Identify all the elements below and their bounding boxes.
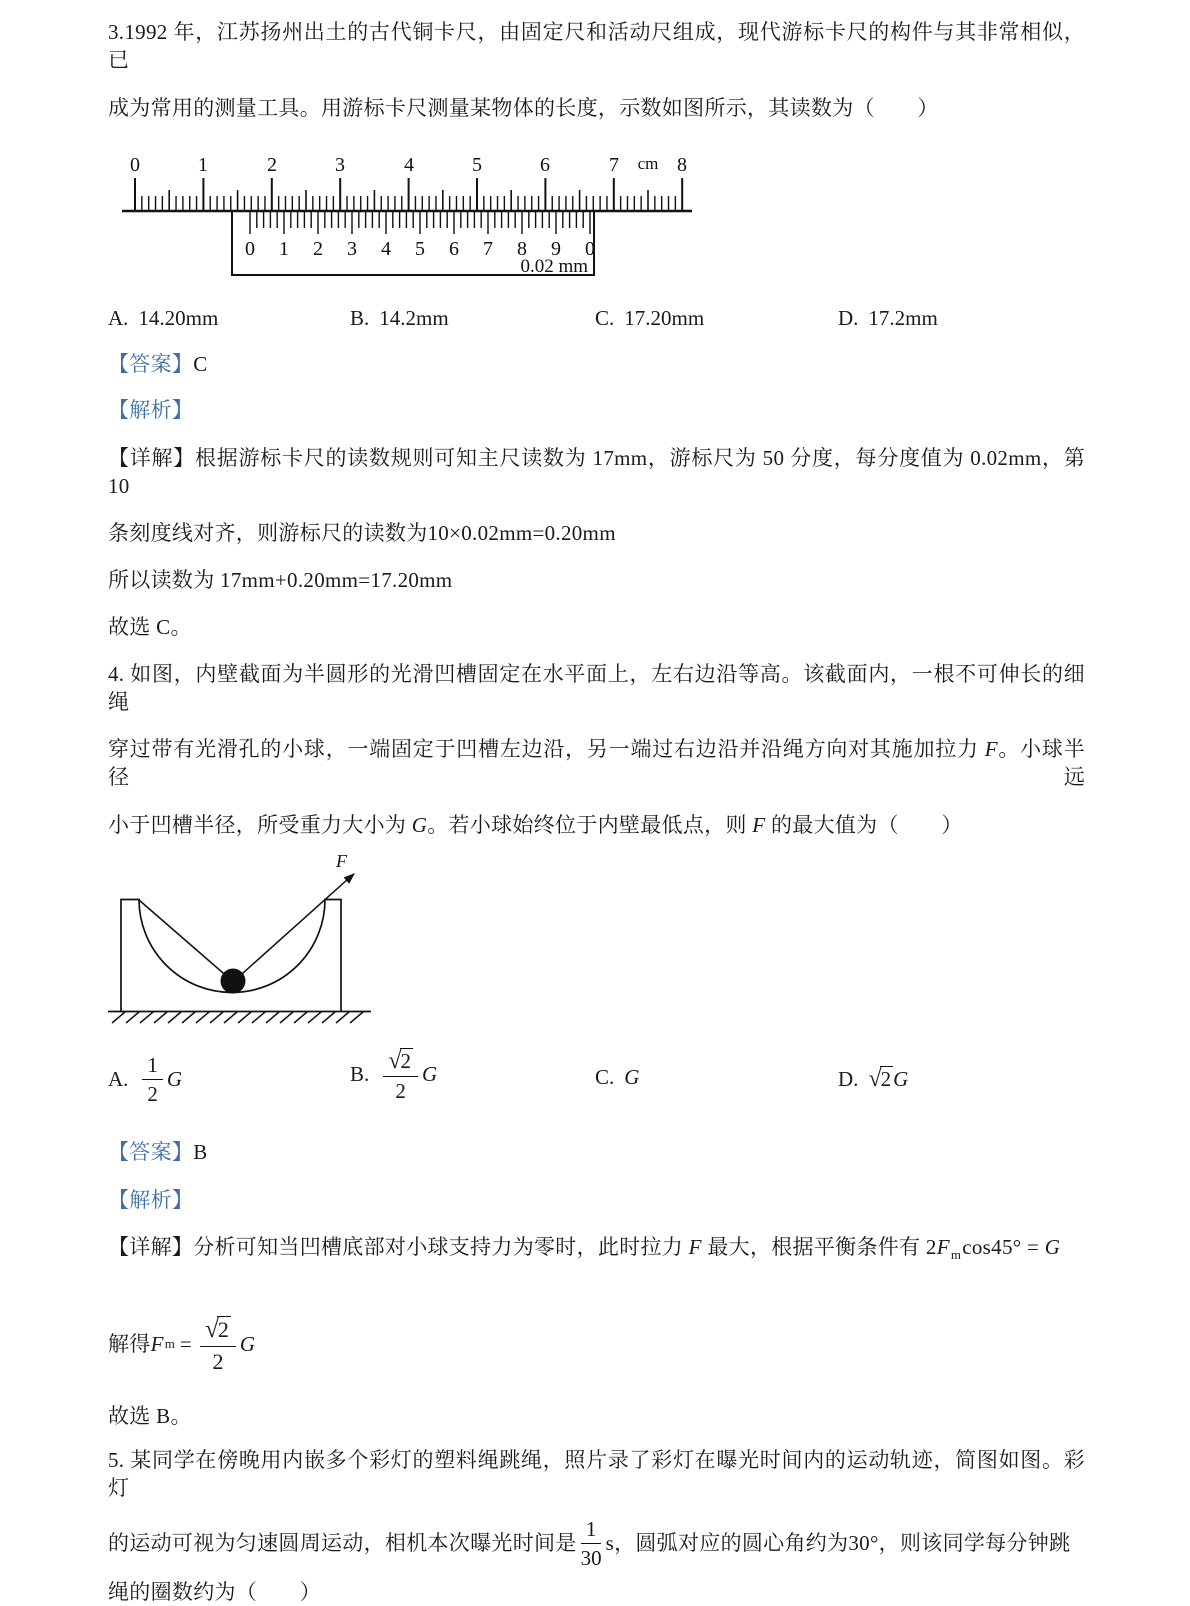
radicand: 2	[400, 1049, 412, 1073]
q4-l3-var-F: F	[752, 813, 766, 837]
option-b-label: B.	[350, 306, 370, 330]
q3-detail-line-3: 所以读数为 17mm+0.20mm=17.20mm	[108, 568, 453, 592]
q4-l2-text: 穿过带有光滑孔的小球，一端固定于凹槽左边沿，另一端过右边沿并沿绳方向对其施加拉力	[108, 737, 985, 761]
option-d-label: D.	[838, 1066, 859, 1091]
q4-l2-var-F: F	[984, 737, 998, 761]
sqrt-expression	[868, 1065, 893, 1093]
question-4-line-3	[108, 811, 1085, 839]
question-4-line-1: 4. 如图，内壁截面为半圆形的光滑凹槽固定在水平面上，左右边沿等高。该截面内，一根不可伸长的细绳	[108, 662, 1085, 714]
vernier-number: 1	[279, 238, 289, 260]
main-scale-number: 8	[677, 154, 687, 176]
analysis-label: 【解析】	[108, 1188, 194, 1212]
vernier-number: 7	[483, 238, 493, 260]
q3-detail-line-4: 故选 C。	[108, 615, 192, 639]
answer-label: 【答案】	[108, 352, 194, 376]
caliper-figure	[118, 154, 1085, 284]
question-4-options	[108, 1047, 1085, 1113]
q4-l3-text: 小于凹槽半径，所受重力大小为	[108, 813, 412, 837]
main-scale-ticks	[135, 178, 682, 211]
vernier-number: 0	[585, 238, 595, 260]
radicand: 2	[880, 1067, 892, 1091]
main-scale-number: 4	[404, 154, 414, 176]
fraction-numerator	[383, 1047, 418, 1077]
option-d-label: D.	[838, 306, 859, 330]
analysis-row-q4	[108, 1186, 1085, 1214]
formula-var-F: F	[150, 1332, 164, 1356]
option-c-value: G	[624, 1065, 640, 1089]
groove-svg	[108, 851, 378, 1031]
fraction-numerator	[200, 1315, 236, 1347]
q4-d1-var-F: F	[688, 1235, 702, 1259]
q4-d1-var-G: G	[1044, 1235, 1061, 1259]
vernier-number: 4	[381, 238, 391, 260]
option-b-label: B.	[350, 1062, 370, 1087]
q4-detail-line-3: 故选 B。	[108, 1404, 192, 1428]
option-d	[838, 1065, 908, 1093]
main-scale-number: 0	[130, 154, 140, 176]
option-b-var: G	[422, 1062, 438, 1087]
string-left	[139, 900, 230, 979]
question-3-line-1: 3.1992 年，江苏扬州出土的古代铜卡尺，由固定尺和活动尺组成，现代游标卡尺的构件与其非常相似，已	[108, 20, 1085, 72]
formula-prefix: 解得	[108, 1332, 151, 1356]
option-a-value: 14.20mm	[138, 306, 219, 330]
force-label: F	[336, 851, 347, 871]
fraction-numerator: 1	[142, 1053, 163, 1080]
option-b-value: 14.2mm	[379, 306, 449, 330]
vernier-number: 8	[517, 238, 527, 260]
ground-hatching	[112, 1012, 363, 1023]
question-3-options	[108, 306, 1085, 334]
radical-sign: √	[868, 1065, 882, 1092]
main-scale-number: 6	[540, 154, 550, 176]
q5-l2-text: s，圆弧对应的圆心角约为30°，则该同学每分钟跳	[605, 1531, 1071, 1555]
option-a-var: G	[166, 1066, 183, 1091]
option-a-label: A.	[108, 306, 129, 330]
answer-row-q3	[108, 350, 1085, 378]
q4-d1-text: 【详解】分析可知当凹槽底部对小球支持力为零时，此时拉力	[108, 1235, 689, 1259]
answer-label: 【答案】	[108, 1140, 194, 1164]
string-right	[233, 879, 348, 982]
formula-var-G: G	[239, 1332, 256, 1356]
option-c	[595, 1065, 639, 1090]
sqrt-expression	[205, 1317, 231, 1342]
sqrt-expression	[388, 1049, 413, 1073]
q3-detail-line-2: 条刻度线对齐，则游标尺的读数为10×0.02mm=0.20mm	[108, 521, 616, 545]
groove-figure	[108, 851, 1085, 1031]
q4-l3-text: 。若小球始终位于内壁最低点，则	[427, 813, 753, 837]
q4-l3-var-G: G	[411, 813, 428, 837]
main-scale-number: 1	[198, 154, 208, 176]
option-c-label: C.	[595, 1065, 615, 1089]
vernier-number: 2	[313, 238, 323, 260]
q4-d1-var-F: F	[936, 1235, 950, 1259]
option-c	[595, 306, 704, 331]
option-c-value: 17.20mm	[624, 306, 705, 330]
q4-d1-text: 最大，根据平衡条件有 2	[701, 1235, 937, 1259]
unit-label: cm	[637, 154, 659, 173]
q4-l2-text: 。小球半径远	[108, 737, 1085, 789]
q4-detail-formula	[108, 1305, 1085, 1383]
option-a-label: A.	[108, 1066, 129, 1091]
vernier-number: 5	[415, 238, 425, 260]
precision-label: 0.02 mm	[520, 256, 588, 277]
fraction-denominator: 2	[212, 1348, 224, 1374]
answer-value: B	[193, 1140, 208, 1164]
vernier-number: 0	[245, 238, 255, 260]
q4-d1-cos: cos45° =	[962, 1235, 1045, 1259]
main-scale-number: 7	[609, 154, 619, 176]
fraction-denominator: 30	[580, 1546, 602, 1570]
q4-d1-subscript: m	[950, 1247, 962, 1262]
option-d	[838, 306, 938, 331]
caliper-svg	[118, 154, 698, 284]
vernier-ticks	[250, 211, 590, 234]
fraction	[142, 1053, 163, 1105]
fraction-denominator: 2	[395, 1079, 406, 1104]
q5-l2-text: 的运动可视为匀速圆周运动，相机本次曝光时间是	[108, 1531, 577, 1555]
answer-row-q4	[108, 1138, 1085, 1166]
equals-sign: =	[179, 1332, 193, 1356]
q4-l3-text: 的最大值为（ ）	[765, 813, 963, 837]
option-a	[108, 306, 218, 331]
radical-sign: √	[205, 1315, 219, 1344]
question-5-line-3: 绳的圈数约为（ ）	[108, 1580, 321, 1604]
fraction	[383, 1047, 418, 1102]
option-a	[108, 1053, 182, 1105]
question-5-line-1: 5. 某同学在傍晚用内嵌多个彩灯的塑料绳跳绳，照片录了彩灯在曝光时间内的运动轨迹，简图如图。彩灯	[108, 1448, 1085, 1500]
fraction-numerator: 1	[581, 1517, 602, 1544]
analysis-label: 【解析】	[108, 398, 194, 422]
radicand: 2	[217, 1317, 229, 1343]
option-b	[350, 1047, 437, 1102]
option-b	[350, 306, 449, 331]
question-3-line-2: 成为常用的测量工具。用游标卡尺测量某物体的长度，示数如图所示，其读数为（ ）	[108, 96, 939, 120]
question-5-line-2	[108, 1514, 1085, 1572]
vernier-number: 6	[449, 238, 459, 260]
question-4-line-2	[108, 735, 1085, 791]
ball	[221, 969, 246, 994]
main-scale-number: 3	[335, 154, 345, 176]
formula-subscript: m	[164, 1336, 175, 1351]
option-d-var: G	[893, 1066, 909, 1091]
fraction-denominator: 2	[147, 1082, 158, 1107]
vernier-number: 3	[347, 238, 357, 260]
option-d-value: 17.2mm	[868, 306, 938, 330]
option-c-label: C.	[595, 306, 615, 330]
main-scale-numbers	[130, 154, 687, 176]
vernier-number: 9	[551, 238, 561, 260]
groove-block	[121, 900, 341, 1012]
radical-sign: √	[388, 1047, 402, 1074]
fraction	[581, 1517, 602, 1569]
fraction	[200, 1315, 236, 1373]
main-scale-number: 2	[267, 154, 277, 176]
main-scale-number: 5	[472, 154, 482, 176]
answer-value: C	[193, 352, 208, 376]
q4-detail-line-1	[108, 1233, 1085, 1269]
q3-detail-line-1: 【详解】根据游标卡尺的读数规则可知主尺读数为 17mm，游标尺为 50 分度，每分度值为 0.02mm，第 10	[108, 446, 1085, 498]
analysis-row-q3	[108, 396, 1085, 424]
